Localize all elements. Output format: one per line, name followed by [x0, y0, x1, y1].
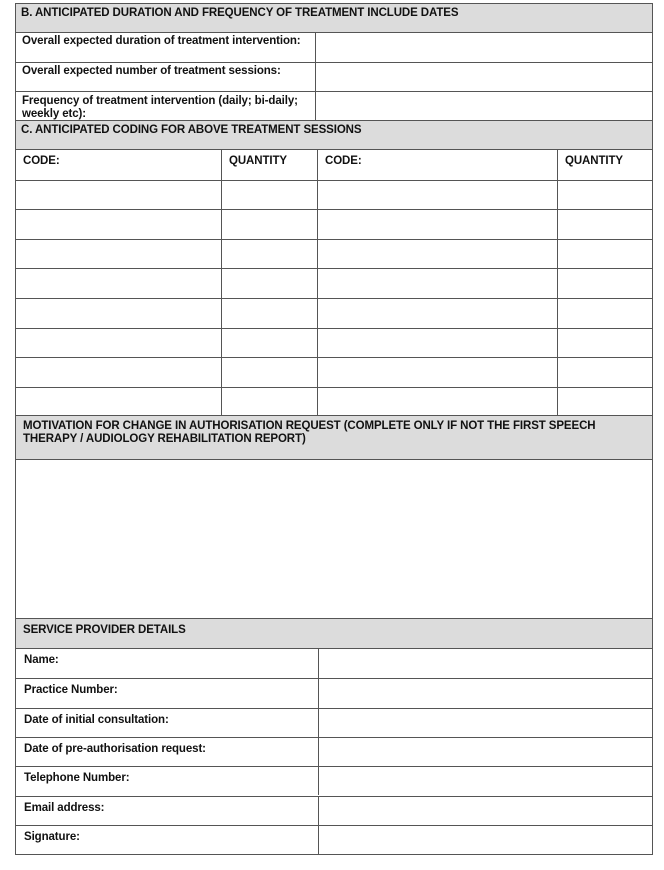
provider-field-input[interactable]	[318, 796, 652, 825]
code-cell[interactable]	[16, 268, 221, 298]
quantity-cell[interactable]	[221, 268, 317, 298]
quantity-cell[interactable]	[221, 180, 317, 210]
quantity-cell[interactable]	[221, 298, 317, 328]
coding-column-header	[317, 150, 557, 180]
quantity-cell[interactable]	[557, 328, 652, 358]
code-cell[interactable]	[317, 328, 557, 358]
section-b-header: B. ANTICIPATED DURATION AND FREQUENCY OF TREATMENT INCLUDE DATES	[21, 7, 459, 19]
coding-column-header	[557, 150, 652, 180]
code-cell[interactable]	[317, 209, 557, 239]
provider-field-label: Name:	[24, 654, 59, 666]
frequency-label: Frequency of treatment intervention (daily; bi-daily; weekly etc):	[22, 95, 298, 120]
coding-column-label: CODE:	[325, 155, 362, 167]
motivation-header: MOTIVATION FOR CHANGE IN AUTHORISATION REQUEST (COMPLETE ONLY IF NOT THE FIRST SPEECH THERAPY / AUDIOLOGY REHABILITATION REPORT)	[23, 420, 596, 445]
code-cell[interactable]	[317, 298, 557, 328]
provider-field-label: Date of initial consultation:	[24, 713, 169, 726]
code-cell[interactable]	[317, 357, 557, 387]
sessions-label: Overall expected number of treatment sessions:	[22, 65, 281, 77]
provider-field-label: Telephone Number:	[24, 772, 130, 785]
provider-row-label-cell	[16, 708, 318, 737]
coding-column-label: QUANTITY	[565, 155, 623, 167]
quantity-cell[interactable]	[221, 239, 317, 269]
code-cell[interactable]	[317, 268, 557, 298]
provider-row-label-cell	[16, 737, 318, 766]
provider-field-input[interactable]	[318, 825, 652, 854]
quantity-cell[interactable]	[221, 209, 317, 239]
code-cell[interactable]	[16, 239, 221, 269]
motivation-textarea[interactable]	[15, 459, 653, 619]
provider-field-input[interactable]	[318, 737, 652, 766]
section-c-header: C. ANTICIPATED CODING FOR ABOVE TREATMENT SESSIONS	[21, 124, 362, 136]
provider-header-bar	[15, 618, 653, 649]
quantity-cell[interactable]	[557, 209, 652, 239]
provider-row-label-cell	[16, 649, 318, 678]
code-cell[interactable]	[16, 209, 221, 239]
quantity-cell[interactable]	[557, 387, 652, 417]
code-cell[interactable]	[16, 387, 221, 417]
code-cell[interactable]	[317, 239, 557, 269]
quantity-cell[interactable]	[557, 298, 652, 328]
section-b-header-bar	[15, 3, 653, 33]
code-cell[interactable]	[317, 180, 557, 210]
provider-field-label: Date of pre-authorisation request:	[24, 742, 206, 755]
quantity-cell[interactable]	[221, 328, 317, 358]
code-cell[interactable]	[317, 387, 557, 417]
provider-table	[15, 648, 653, 855]
code-cell[interactable]	[16, 180, 221, 210]
section-c-header-bar	[15, 120, 653, 150]
quantity-cell[interactable]	[557, 357, 652, 387]
coding-table	[15, 149, 653, 416]
provider-row-label-cell	[16, 678, 318, 707]
motivation-header-bar	[15, 415, 653, 460]
provider-row-label-cell	[16, 825, 318, 854]
provider-field-label: Practice Number:	[24, 684, 118, 697]
quantity-cell[interactable]	[221, 387, 317, 417]
quantity-cell[interactable]	[221, 357, 317, 387]
quantity-cell[interactable]	[557, 268, 652, 298]
frequency-input[interactable]	[317, 93, 651, 119]
code-cell[interactable]	[16, 357, 221, 387]
provider-field-label: Email address:	[24, 801, 105, 814]
code-cell[interactable]	[16, 328, 221, 358]
code-cell[interactable]	[16, 298, 221, 328]
quantity-cell[interactable]	[557, 180, 652, 210]
provider-row-label-cell	[16, 766, 318, 795]
duration-label: Overall expected duration of treatment intervention:	[22, 35, 301, 47]
provider-field-input[interactable]	[318, 708, 652, 737]
coding-column-header	[16, 150, 221, 180]
provider-row-label-cell	[16, 796, 318, 825]
provider-field-label: Signature:	[24, 830, 80, 843]
provider-field-input[interactable]	[318, 678, 652, 707]
coding-column-label: CODE:	[23, 155, 60, 167]
quantity-cell[interactable]	[557, 239, 652, 269]
coding-column-header	[221, 150, 317, 180]
sessions-input[interactable]	[317, 64, 651, 90]
provider-field-input[interactable]	[318, 649, 652, 678]
provider-header: SERVICE PROVIDER DETAILS	[23, 624, 186, 636]
provider-field-input[interactable]	[318, 766, 652, 795]
coding-column-label: QUANTITY	[229, 155, 287, 167]
duration-input[interactable]	[317, 34, 651, 61]
